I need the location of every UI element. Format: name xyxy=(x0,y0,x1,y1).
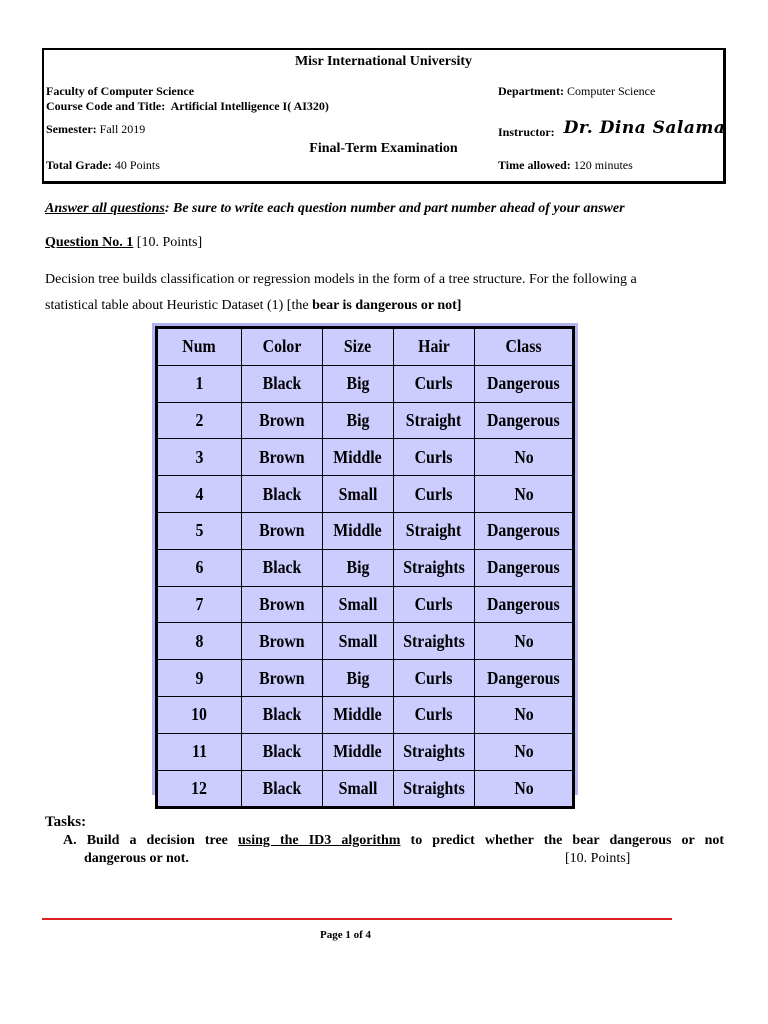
cell-color: Brown xyxy=(241,660,323,697)
total-grade-value: 40 Points xyxy=(114,158,160,172)
page-number: Page 1 of 4 xyxy=(320,929,372,941)
cell-class: No xyxy=(475,623,574,660)
cell-class: Dangerous xyxy=(475,586,574,623)
cell-num: 5 xyxy=(157,512,242,549)
cell-size: Middle xyxy=(323,696,394,733)
cell-num: 9 xyxy=(157,660,242,697)
table-row xyxy=(157,476,574,513)
question-text-line-1: Decision tree builds classification or regression models in the form of a tree structure. For the following a xyxy=(45,272,637,287)
cell-color: Black xyxy=(241,770,323,808)
cell-size: Big xyxy=(323,402,394,439)
task-a-underlined: using the ID3 algorithm xyxy=(237,833,401,848)
cell-num: 10 xyxy=(157,696,242,733)
cell-color: Black xyxy=(241,365,323,402)
instructor-line xyxy=(498,118,725,138)
cell-num: 11 xyxy=(157,733,242,770)
table-row xyxy=(157,696,574,733)
cell-class: Dangerous xyxy=(475,549,574,586)
cell-size: Big xyxy=(323,365,394,402)
cell-size: Middle xyxy=(323,733,394,770)
cell-color: Brown xyxy=(241,623,323,660)
semester-label: Semester: xyxy=(46,122,97,136)
exam-header-box xyxy=(42,48,726,184)
exam-title: Final-Term Examination xyxy=(309,141,458,156)
task-a-points: [10. Points] xyxy=(565,851,631,866)
cell-hair: Curls xyxy=(393,660,475,697)
cell-size: Middle xyxy=(323,439,394,476)
cell-color: Black xyxy=(241,733,323,770)
cell-hair: Curls xyxy=(393,586,475,623)
cell-num: 3 xyxy=(157,439,242,476)
semester-value: Fall 2019 xyxy=(99,122,146,136)
table-header-row xyxy=(157,328,574,366)
table-row xyxy=(157,365,574,402)
course-line: Course Code and Title: Artificial Intelligence I( AI320) xyxy=(46,99,329,113)
question-text-line-2 xyxy=(45,298,461,314)
faculty-name: Faculty of Computer Science xyxy=(46,84,195,98)
total-grade-label: Total Grade: xyxy=(46,158,112,172)
course-value: Artificial Intelligence I( AI320) xyxy=(170,99,329,113)
course-label: Course Code and Title xyxy=(46,99,162,113)
instructions-lead: Answer all questions xyxy=(45,201,165,216)
table-row xyxy=(157,439,574,476)
cell-hair: Straights xyxy=(393,549,475,586)
task-a-rest: to predict whether the bear dangerous or not xyxy=(400,833,725,848)
cell-size: Small xyxy=(323,770,394,808)
cell-hair: Curls xyxy=(393,439,475,476)
total-grade-line xyxy=(46,158,160,173)
question-title: Question No. 1 xyxy=(45,235,134,250)
cell-class: Dangerous xyxy=(475,512,574,549)
cell-size: Small xyxy=(323,623,394,660)
cell-num: 8 xyxy=(157,623,242,660)
column-header-color: Color xyxy=(241,328,323,366)
instructor-label: Instructor: xyxy=(498,125,555,139)
cell-num: 2 xyxy=(157,402,242,439)
cell-hair: Straight xyxy=(393,402,475,439)
table-row xyxy=(157,770,574,808)
column-header-class: Class xyxy=(475,328,574,366)
task-a-line-1 xyxy=(63,833,724,849)
table-row xyxy=(157,733,574,770)
cell-class: No xyxy=(475,733,574,770)
cell-class: No xyxy=(475,439,574,476)
cell-class: Dangerous xyxy=(475,365,574,402)
cell-color: Brown xyxy=(241,402,323,439)
cell-num: 7 xyxy=(157,586,242,623)
cell-hair: Curls xyxy=(393,476,475,513)
instructor-signature: Dr. Dina Salama xyxy=(563,118,726,138)
cell-num: 1 xyxy=(157,365,242,402)
dataset-table-frame xyxy=(152,323,578,798)
question-text-prefix: statistical table about Heuristic Dataset (1) [the xyxy=(45,298,313,313)
column-header-size: Size xyxy=(323,328,394,366)
cell-class: Dangerous xyxy=(475,402,574,439)
cell-color: Black xyxy=(241,696,323,733)
table-body xyxy=(157,365,574,808)
cell-size: Big xyxy=(323,549,394,586)
department-label: Department: xyxy=(498,84,564,98)
cell-color: Black xyxy=(241,476,323,513)
task-a-line-2: dangerous or not. xyxy=(84,851,189,866)
time-allowed-line xyxy=(498,158,633,173)
cell-color: Brown xyxy=(241,586,323,623)
column-header-num: Num xyxy=(157,328,242,366)
cell-hair: Straights xyxy=(393,733,475,770)
time-allowed-label: Time allowed: xyxy=(498,158,571,172)
cell-color: Brown xyxy=(241,512,323,549)
cell-size: Small xyxy=(323,586,394,623)
table-row xyxy=(157,586,574,623)
cell-size: Big xyxy=(323,660,394,697)
question-heading xyxy=(45,235,202,251)
cell-num: 6 xyxy=(157,549,242,586)
footer-rule xyxy=(42,918,672,920)
time-allowed-value: 120 minutes xyxy=(573,158,633,172)
cell-class: No xyxy=(475,476,574,513)
university-name: Misr International University xyxy=(294,54,473,69)
task-a-prefix: A. Build a decision tree xyxy=(63,833,238,848)
table-row xyxy=(157,549,574,586)
column-header-hair: Hair xyxy=(393,328,475,366)
question-points: [10. Points] xyxy=(136,235,203,250)
cell-size: Middle xyxy=(323,512,394,549)
cell-class: No xyxy=(475,770,574,808)
table-row xyxy=(157,512,574,549)
table-row xyxy=(157,402,574,439)
table-row xyxy=(157,660,574,697)
department-line xyxy=(498,84,655,99)
question-text-bold: bear is dangerous or not] xyxy=(312,298,462,313)
instructions xyxy=(45,201,625,217)
cell-color: Black xyxy=(241,549,323,586)
table-row xyxy=(157,623,574,660)
semester-line xyxy=(46,122,145,137)
cell-hair: Curls xyxy=(393,696,475,733)
dataset-table xyxy=(155,326,575,809)
cell-class: Dangerous xyxy=(475,660,574,697)
tasks-heading: Tasks: xyxy=(45,814,87,830)
cell-size: Small xyxy=(323,476,394,513)
cell-color: Brown xyxy=(241,439,323,476)
cell-hair: Straight xyxy=(393,512,475,549)
department-value: Computer Science xyxy=(566,84,656,98)
cell-hair: Curls xyxy=(393,365,475,402)
cell-num: 4 xyxy=(157,476,242,513)
cell-class: No xyxy=(475,696,574,733)
cell-hair: Straights xyxy=(393,770,475,808)
cell-num: 12 xyxy=(157,770,242,808)
instructions-rest: : Be sure to write each question number and part number ahead of your answer xyxy=(164,201,625,216)
cell-hair: Straights xyxy=(393,623,475,660)
